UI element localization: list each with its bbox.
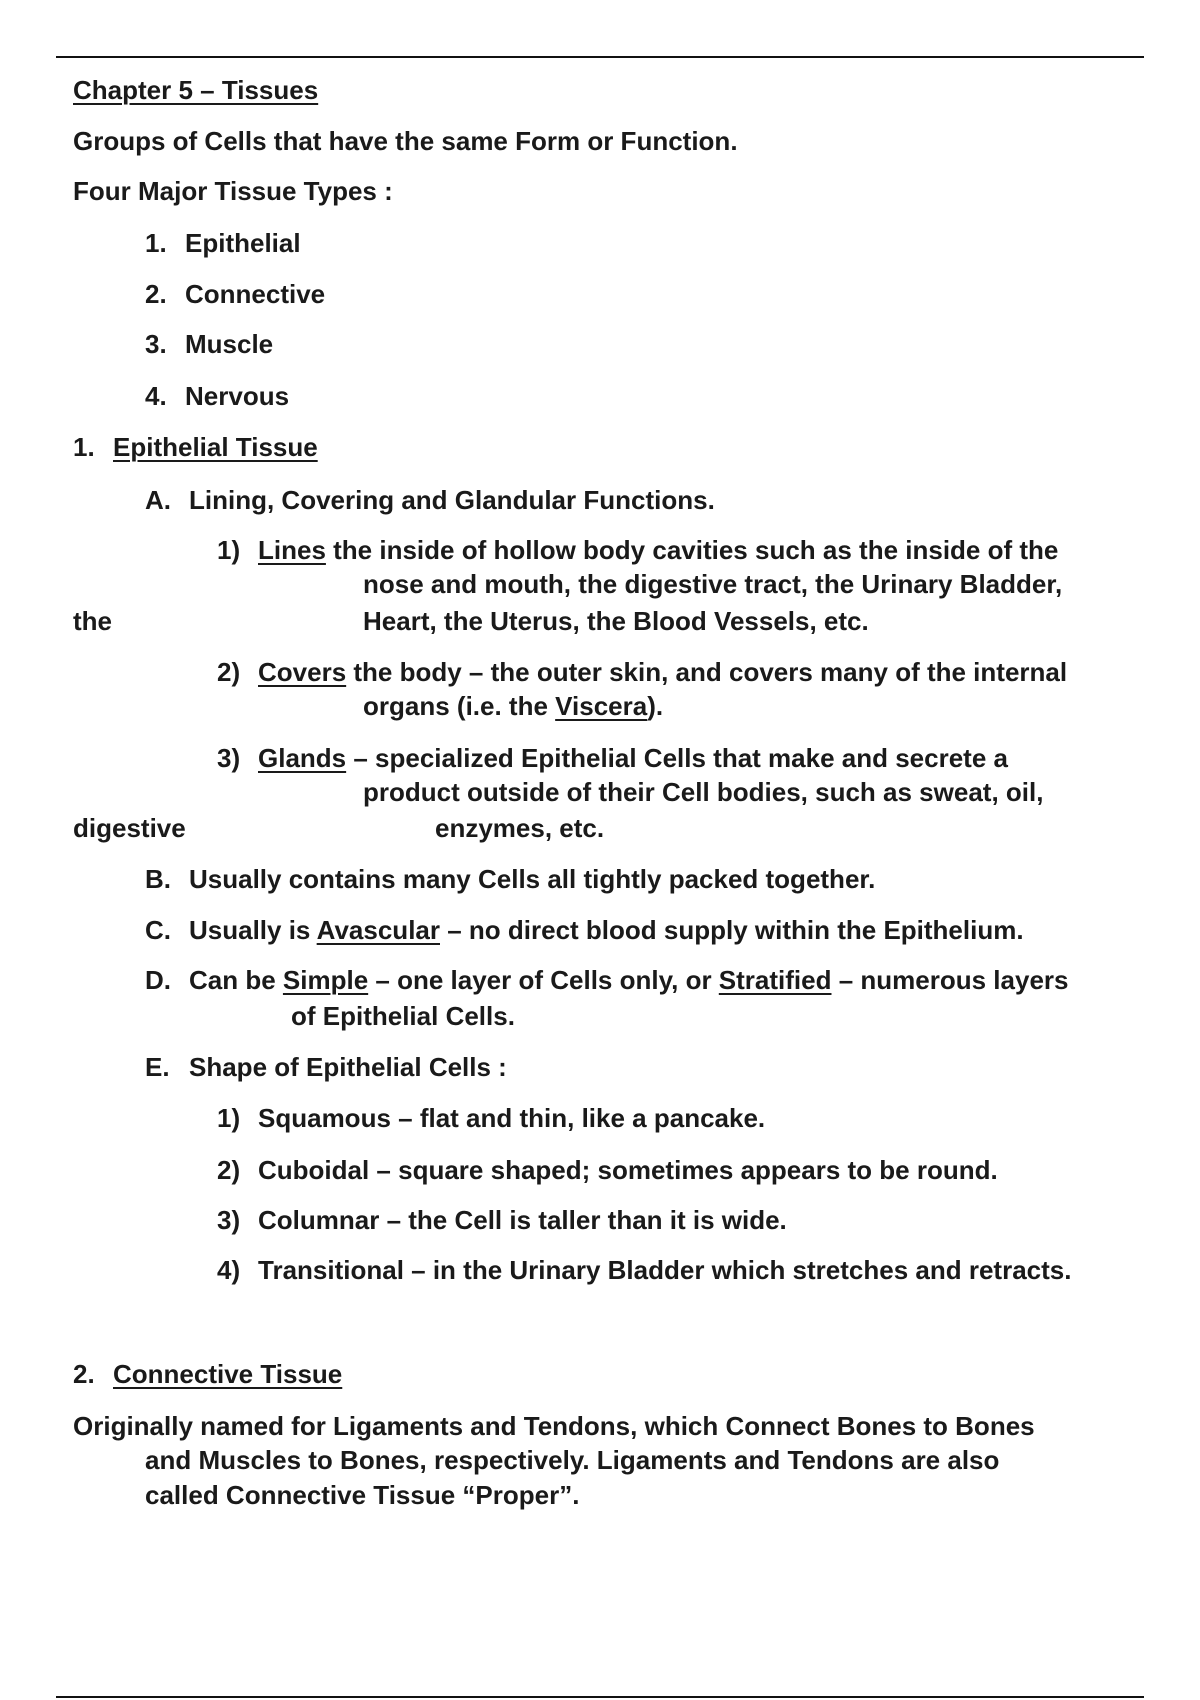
item-marker: 2) bbox=[217, 657, 241, 687]
item-marker: 1) bbox=[217, 535, 241, 565]
glands-line-2: product outside of their Cell bodies, such as sweat, oil, bbox=[363, 777, 1044, 807]
lines-paragraph: Lines the inside of hollow body cavities such as the inside of the bbox=[258, 535, 1059, 565]
list-item: Transitional – in the Urinary Bladder which stretches and retracts. bbox=[258, 1255, 1072, 1285]
list-item-marker: 1. bbox=[145, 228, 167, 258]
list-item-marker: 1) bbox=[217, 1103, 241, 1133]
connective-heading: Connective Tissue bbox=[113, 1359, 343, 1389]
layers-line-2: of Epithelial Cells. bbox=[291, 1001, 515, 1031]
list-item: Cuboidal – square shaped; sometimes appears to be round. bbox=[258, 1155, 998, 1185]
covers-line-2: organs (i.e. the Viscera). bbox=[363, 691, 664, 721]
top-rule bbox=[56, 56, 1144, 58]
chapter-title: Chapter 5 – Tissues bbox=[73, 75, 319, 105]
item-marker: 3) bbox=[217, 743, 241, 773]
list-item: Epithelial bbox=[185, 228, 301, 258]
item-marker: B. bbox=[145, 864, 171, 894]
item-marker: E. bbox=[145, 1052, 170, 1082]
packed-cells-text: Usually contains many Cells all tightly packed together. bbox=[189, 864, 876, 894]
viscera-term: Viscera bbox=[555, 691, 648, 721]
stray-word: digestive bbox=[73, 813, 186, 843]
list-item-marker: 4) bbox=[217, 1255, 241, 1285]
list-item: Columnar – the Cell is taller than it is wide. bbox=[258, 1205, 787, 1235]
list-item-marker: 2. bbox=[145, 279, 167, 309]
item-marker: D. bbox=[145, 965, 171, 995]
lines-line-2: nose and mouth, the digestive tract, the Urinary Bladder, bbox=[363, 569, 1063, 599]
intro-text: Groups of Cells that have the same Form or Function. bbox=[73, 126, 738, 156]
glands-line-3: enzymes, etc. bbox=[435, 813, 605, 843]
section-number: 2. bbox=[73, 1359, 95, 1389]
simple-term: Simple bbox=[282, 965, 369, 995]
item-marker: C. bbox=[145, 915, 171, 945]
list-item: Squamous – flat and thin, like a pancake. bbox=[258, 1103, 766, 1133]
avascular-text: Usually is Avascular – no direct blood supply within the Epithelium. bbox=[189, 915, 1024, 945]
list-item-marker: 2) bbox=[217, 1155, 241, 1185]
shapes-heading: Shape of Epithelial Cells : bbox=[189, 1052, 507, 1082]
item-marker: A. bbox=[145, 485, 171, 515]
functions-text: Lining, Covering and Glandular Functions. bbox=[189, 485, 715, 515]
lines-term: Lines bbox=[258, 535, 326, 565]
list-item: Connective bbox=[185, 279, 326, 309]
connective-line-1: Originally named for Ligaments and Tendons, which Connect Bones to Bones bbox=[73, 1411, 1035, 1441]
list-item: Muscle bbox=[185, 329, 274, 359]
tissue-types-heading: Four Major Tissue Types : bbox=[73, 176, 393, 206]
glands-term: Glands bbox=[258, 743, 347, 773]
stray-word: the bbox=[73, 606, 112, 636]
epithelial-heading: Epithelial Tissue bbox=[113, 432, 318, 462]
lines-line-3: Heart, the Uterus, the Blood Vessels, etc. bbox=[363, 606, 869, 636]
section-number: 1. bbox=[73, 432, 95, 462]
connective-line-3: called Connective Tissue “Proper”. bbox=[145, 1480, 580, 1510]
covers-paragraph: Covers the body – the outer skin, and covers many of the internal bbox=[258, 657, 1068, 687]
covers-term: Covers bbox=[258, 657, 347, 687]
list-item-marker: 4. bbox=[145, 381, 167, 411]
list-item-marker: 3) bbox=[217, 1205, 241, 1235]
glands-paragraph: Glands – specialized Epithelial Cells that make and secrete a bbox=[258, 743, 1008, 773]
stratified-term: Stratified bbox=[718, 965, 832, 995]
bottom-rule bbox=[56, 1696, 1144, 1698]
list-item: Nervous bbox=[185, 381, 290, 411]
avascular-term: Avascular bbox=[316, 915, 440, 945]
connective-line-2: and Muscles to Bones, respectively. Ligaments and Tendons are also bbox=[145, 1445, 1000, 1475]
layers-text: Can be Simple – one layer of Cells only, or Stratified – numerous layers bbox=[189, 965, 1069, 995]
list-item-marker: 3. bbox=[145, 329, 167, 359]
